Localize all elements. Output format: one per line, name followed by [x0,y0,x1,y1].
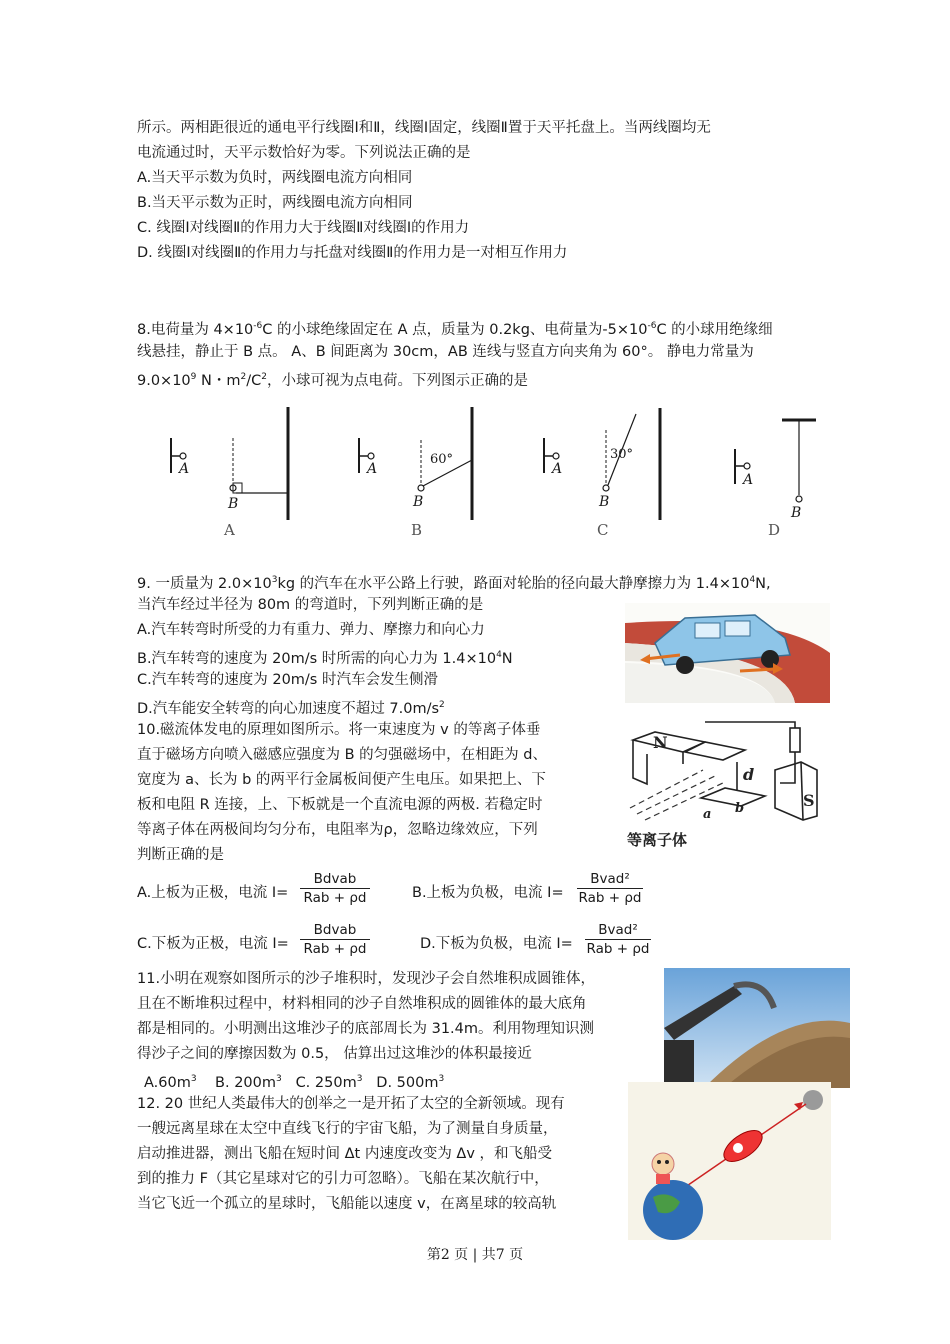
angle-30: 30° [610,447,634,462]
q12-line-5: 当它飞近一个孤立的星球时，飞船能以速度 v，在离星球的较高轨 [137,1196,557,1212]
caption-a: A [224,521,235,539]
label-b2: B [413,494,424,510]
q10-option-b: B.上板为负极，电流 I= [412,885,564,901]
q9-option-a: A.汽车转弯时所受的力有重力、弹力、摩擦力和向心力 [137,622,485,638]
diagram-d [735,420,816,502]
q8-line-2: 线悬挂，静止于 B 点。 A、B 间距离为 30cm，AB 连线与竖直方向夹角为 60°。 静电力常量为 [137,344,754,360]
label-b1: B [228,496,239,512]
q11-line-4: 得沙子之间的摩擦因数为 0.5， 估算出过这堆沙的体积最接近 [137,1046,532,1062]
q8-line-3: $9.0\times 10^9$ N・$m^2/C^2$，小球可视为点电荷。下列图示正确的是 [137,372,528,389]
q10-frac-a: Bdvab Rab + ρd [300,870,370,907]
page-footer: 第2 页 | 共7 页 [426,1247,524,1263]
spaceship-planet-image [628,1082,831,1240]
q12-line-3: 启动推进器，测出飞船在短时间 Δt 内速度改变为 Δv ，和飞船受 [137,1146,553,1162]
q9-option-d: D.汽车能安全转弯的向心加速度不超过 $7.0m/s^2$ [137,700,445,717]
q10-frac-d: Bvad² Rab + ρd [586,922,650,957]
label-a2: A [367,461,378,477]
q10-option-c: C.下板为正极，电流 I= [137,936,289,952]
q10-line-5: 等离子体在两极间均匀分布，电阻率为ρ，忽略边缘效应，下列 [137,822,538,838]
label-b3: B [599,494,610,510]
label-b4: B [791,505,802,521]
caption-c: C [597,521,609,539]
q10-line-4: 板和电阻 R 连接，上、下板就是一个直流电源的两极. 若稳定时 [137,797,543,813]
angle-60: 60° [430,452,454,467]
label-a1: A [179,461,190,477]
plasma-caption: 等离子体 [627,831,688,849]
q7-option-a: A.当天平示数为负时，两线圈电流方向相同 [137,170,413,186]
q7-option-d: D. 线圈Ⅰ对线圈Ⅱ的作用力与托盘对线圈Ⅱ的作用力是一对相互作用力 [137,245,568,261]
q10-line-3: 宽度为 a、长为 b 的两平行金属板间便产生电压。如果把上、下 [137,772,546,788]
q11-options: $A.60m^3$ B. $200m^3$ C. $250m^3$ D. $500m^3$ [144,1074,445,1091]
caption-b: B [411,521,423,539]
car-turning-image [625,603,830,703]
q11-line-2: 且在不断堆积过程中，材料相同的沙子自然堆积成的圆锥体的最大底角 [137,996,587,1012]
label-a4: A [743,472,754,488]
q10-option-d: D.下板为负极，电流 I= [420,936,573,952]
q12-line-1: 12. 20 世纪人类最伟大的创举之一是开拓了太空的全新领域。现有 [137,1096,565,1112]
q11-line-3: 都是相同的。小明测出这堆沙子的底部周长为 31.4m。利用物理知识测 [137,1021,595,1037]
q7-line-2: 电流通过时，天平示数恰好为零。下列说法正确的是 [137,145,471,161]
label-a3: A [552,461,563,477]
q11-line-1: 11.小明在观察如图所示的沙子堆积时，发现沙子会自然堆积成圆锥体， [137,971,596,987]
q10-frac-b: Bvad² Rab + ρd [578,871,642,906]
q7-line-1: 所示。两相距很近的通电平行线圈Ⅰ和Ⅱ，线圈Ⅰ固定，线圈Ⅱ置于天平托盘上。当两线圈均无 [137,120,711,136]
plate-a-label: a [703,807,712,822]
sand-pile-photo [664,968,850,1088]
plate-b-label: b [735,801,745,816]
q10-line-1: 10.磁流体发电的原理如图所示。将一束速度为 v 的等离子体垂 [137,722,541,738]
magnet-n-label: N [653,733,668,752]
q7-option-b: B.当天平示数为正时，两线圈电流方向相同 [137,195,413,211]
q10-option-a: A.上板为正极，电流 I= [137,885,289,901]
q9-option-c: C.汽车转弯的速度为 20m/s 时汽车会发生侧滑 [137,672,438,688]
q12-line-2: 一艘远离星球在太空中直线飞行的宇宙飞船，为了测量自身质量， [137,1121,558,1137]
q10-line-6: 判断正确的是 [137,847,224,863]
q9-line-1: 9. 一质量为 $2.0\times 10^3kg$ 的汽车在水平公路上行驶，路面对轮胎的径向最大静摩擦力为 $1.4\times 10^4N$, [137,575,771,592]
mhd-generator-figure [625,708,840,853]
q9-line-2: 当汽车经过半径为 80m 的弯道时，下列判断正确的是 [137,597,484,613]
q12-line-4: 到的推力 F（其它星球对它的引力可忽略）。飞船在某次航行中， [137,1171,549,1187]
caption-d: D [768,521,781,539]
plate-d-label: d [743,765,755,784]
magnet-s-label: S [803,791,815,810]
q10-frac-c: Bdvab Rab + ρd [300,921,370,958]
q7-option-c: C. 线圈Ⅰ对线圈Ⅱ的作用力大于线圈Ⅱ对线圈Ⅰ的作用力 [137,220,470,236]
q10-line-2: 直于磁场方向喷入磁感应强度为 B 的匀强磁场中，在相距为 d、 [137,747,547,763]
q9-option-b: B.汽车转弯的速度为 20m/s 时所需的向心力为 $1.4\times 10^4N$ [137,650,513,667]
q8-figure [160,400,820,545]
q8-line-1: 8.电荷量为 $4\times 10^{-6}C$ 的小球绝缘固定在 A 点，质量为 0.2kg、电荷量为$-5\times 10^{-6}C$ 的小球用绝缘细 [137,321,773,338]
